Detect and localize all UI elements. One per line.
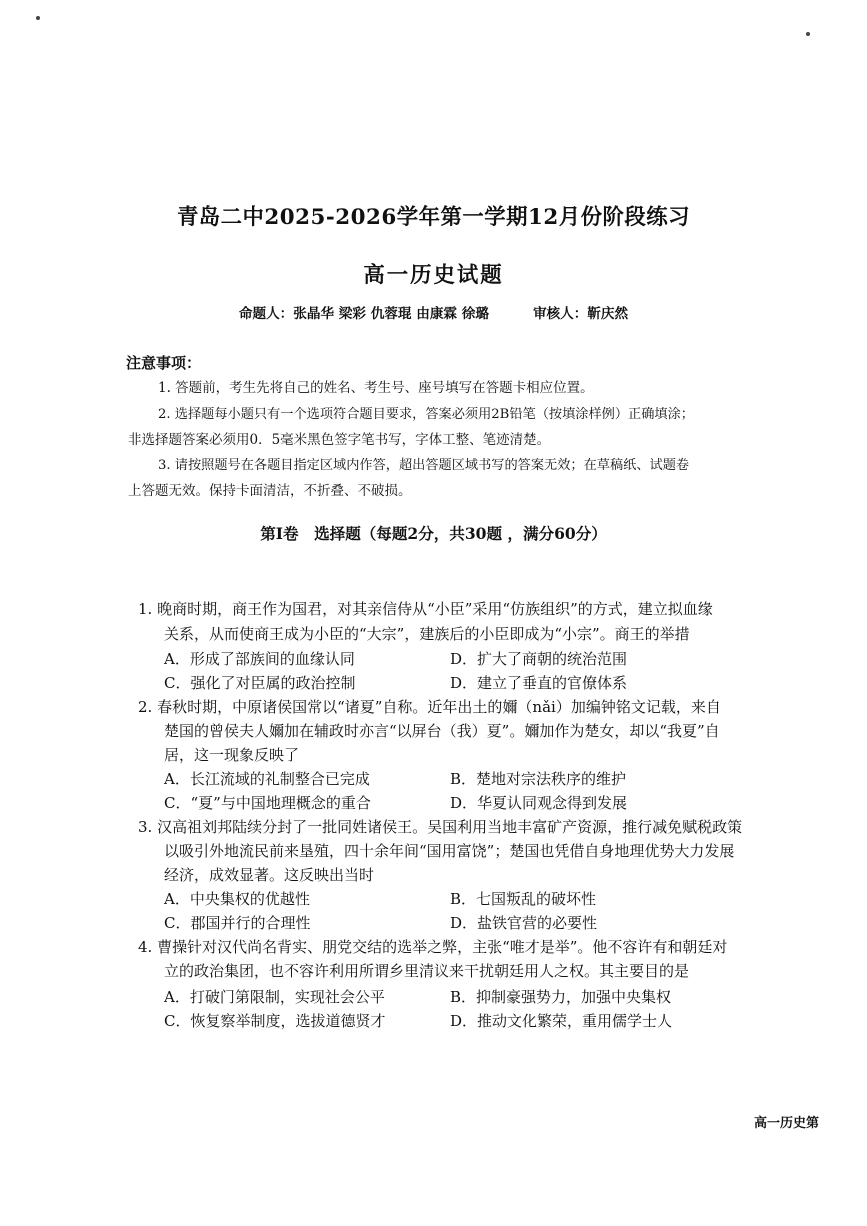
option-d: D．华夏认同观念得到发展 [450, 794, 628, 812]
question-text: 楚国的曾侯夫人嬭加在辅政时亦言“以屏台（我）夏”。嬭加作为楚女，却以“我夏”自 [164, 722, 720, 740]
authors-line [0, 302, 867, 322]
scan-speck [806, 32, 810, 36]
option-a: A．打破门第限制，实现社会公平 [164, 988, 385, 1006]
option-b: B．七国叛乱的破坏性 [450, 890, 597, 908]
exam-subtitle: 高一历史试题 [363, 263, 504, 288]
option-b: D．扩大了商朝的统治范围 [450, 650, 628, 668]
question-text: 立的政治集团，也不容许利用所谓乡里清议来干扰朝廷用人之权。其主要目的是 [164, 962, 690, 980]
page-footer: 高一历史第 [754, 1116, 820, 1131]
question-text: 3. 汉高祖刘邦陆续分封了一批同姓诸侯王。吴国利用当地丰富矿产资源，推行减免赋税政策 [138, 818, 743, 836]
question-text: 4. 曹操针对汉代尚名背实、朋党交结的选举之弊，主张“唯才是举”。他不容许有和朝廷对 [138, 938, 728, 956]
notice-line: 上答题无效。保持卡面清洁，不折叠、不破损。 [128, 483, 412, 499]
notice-heading: 注意事项： [126, 354, 202, 372]
scan-speck [36, 16, 40, 20]
option-b: B．抑制豪强势力，加强中央集权 [450, 988, 672, 1006]
option-a: A．长江流域的礼制整合已完成 [164, 770, 370, 788]
question-text: 经济，成效显著。这反映出当时 [164, 866, 375, 884]
notice-line: 1. 答题前，考生先将自己的姓名、考生号、座号填写在答题卡相应位置。 [158, 380, 594, 396]
section-title: 第Ⅰ卷 选择题（每题2分，共30题 ，满分60分） [260, 524, 607, 543]
option-d: D．建立了垂直的官僚体系 [450, 674, 628, 692]
reviewer-label: 审核人：靳庆然 [532, 306, 629, 322]
notice-line: 3. 请按照题号在各题目指定区域内作答，超出答题区域书写的答案无效；在草稿纸、试题卷 [158, 458, 690, 473]
notice-line: 非选择题答案必须用0．5毫米黑色签字笔书写，字体工整、笔迹清楚。 [128, 432, 551, 448]
question-text: 居，这一现象反映了 [164, 746, 300, 764]
option-c: C．“夏”与中国地理概念的重合 [164, 794, 371, 812]
setters-label: 命题人：张晶华 梁彩 仇蓉琨 由康霖 徐璐 [238, 306, 489, 322]
question-text: 2. 春秋时期，中原诸侯国常以“诸夏”自称。近年出土的嬭（nǎi）加编钟铭文记载，来自 [138, 698, 721, 716]
option-c: C．郡国并行的合理性 [164, 914, 311, 932]
exam-title: 青岛二中2025-2026学年第一学期12月份阶段练习 [176, 205, 691, 230]
option-a: A．中央集权的优越性 [164, 890, 310, 908]
option-d: D．推动文化繁荣，重用儒学士人 [450, 1012, 673, 1030]
option-c: C．强化了对臣属的政治控制 [164, 674, 356, 692]
question-text: 关系，从而使商王成为小臣的“大宗”，建族后的小臣即成为“小宗”。商王的举措 [164, 625, 690, 643]
question-text: 1. 晚商时期，商王作为国君，对其亲信侍从“小臣”采用“仿族组织”的方式，建立拟血缘 [138, 600, 713, 618]
notice-line: 2. 选择题每小题只有一个选项符合题目要求，答案必须用2B铅笔（按填涂样例）正确填涂； [158, 407, 694, 422]
question-text: 以吸引外地流民前来垦殖，四十余年间“国用富饶”；楚国也凭借自身地理优势大力发展 [164, 842, 735, 860]
option-b: B．楚地对宗法秩序的维护 [450, 770, 627, 788]
option-c: C．恢复察举制度，选拔道德贤才 [164, 1012, 386, 1030]
option-a: A．形成了部族间的血缘认同 [164, 650, 355, 668]
option-d: D．盐铁官营的必要性 [450, 914, 598, 932]
